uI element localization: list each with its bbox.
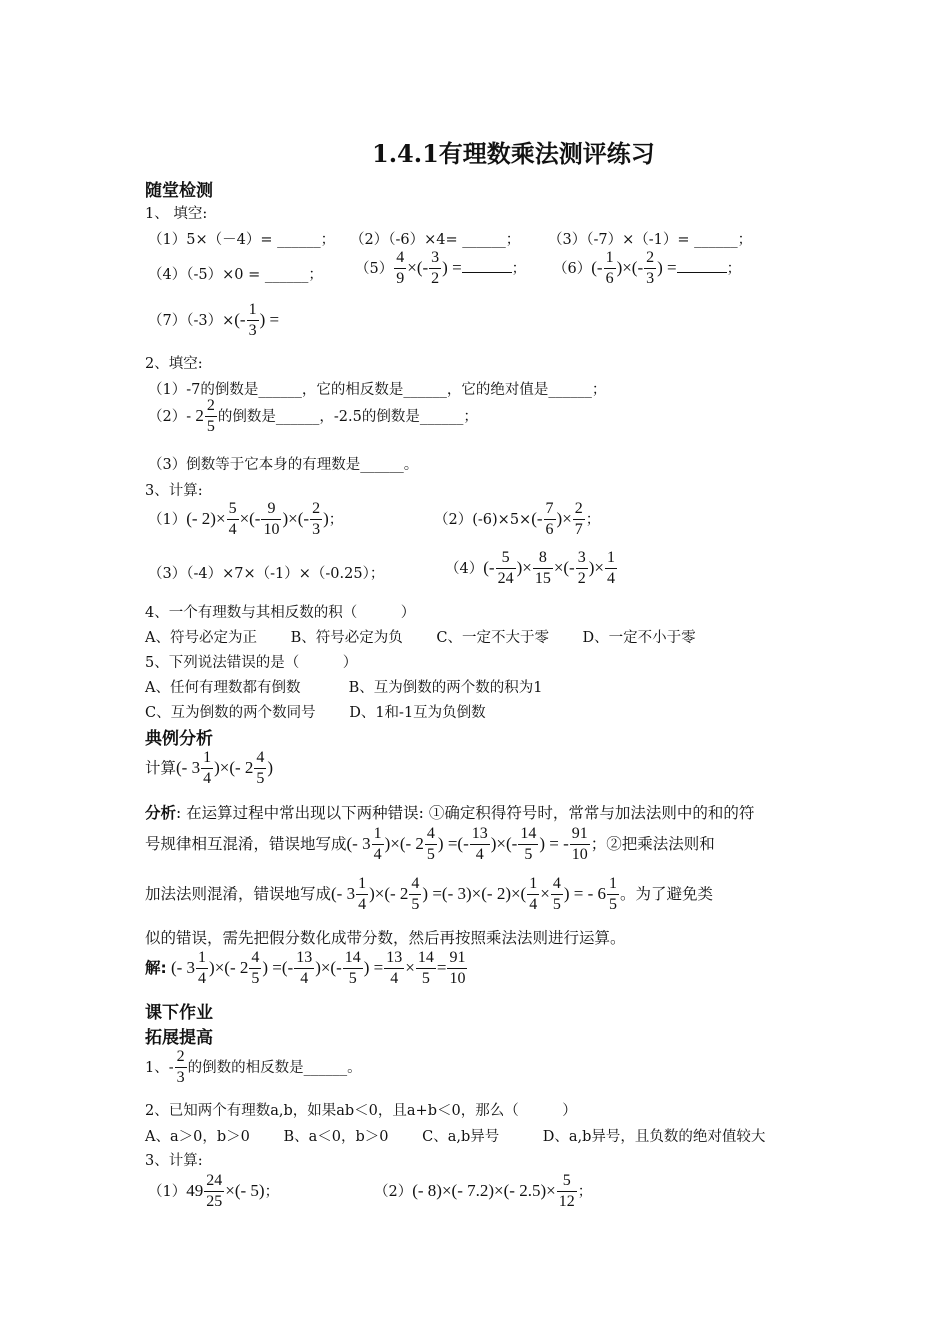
question-2-heading: 2、填空: [145, 356, 203, 372]
section-heading: 课下作业 [145, 1003, 213, 1023]
fraction: $\frac{7}{6}$ [545, 500, 554, 538]
fraction: $\frac{2}{3}$ [312, 500, 321, 538]
fraction: $\frac{5}{12}$ [558, 1172, 575, 1210]
homework-question-3-item-2: （2）(- 8)×(- 7.2)×(- 2.5)× $\frac{5}{12}$ ； [374, 1172, 593, 1210]
fraction: $\frac{13}{4}$ [386, 949, 403, 987]
analysis-line-4: 似的错误，需先把假分数化成带分数，然后再按照乘法法则进行运算。 [145, 929, 626, 947]
question-3-item-1: （1）(- 2)× $\frac{5}{4}$ ×(- $\frac{9}{10}$ )×(- $\frac{2}{3}$ )； [148, 500, 344, 538]
fraction: $\frac{2}{7}$ [574, 500, 583, 538]
question-1-heading: 1、 填空: [145, 206, 208, 222]
answer-blank[interactable] [462, 258, 512, 273]
analysis-line-2: 号规律相互混淆，错误地写成(- 3 $\frac{1}{4}$ )×(- 2 $\frac{4}{5}$ ) =(- $\frac{13}{4}$ )×(- $\frac{14}{5}$ ) = - $\frac{91}{10}$ ；②把乘法法则和 [145, 825, 715, 863]
question-1-item-7: （7）（-3）×(- $\frac{1}{3}$ ) = [148, 301, 280, 339]
fraction: $\frac{4}{5}$ [256, 749, 265, 787]
question-3-item-4: （4）(- $\frac{5}{24}$ )× $\frac{8}{15}$ ×(- $\frac{3}{2}$ )× $\frac{1}{4}$ [445, 549, 615, 587]
fraction: $\frac{1}{4}$ [373, 825, 382, 863]
fraction: $\frac{8}{15}$ [534, 549, 551, 587]
section-heading: 典例分析 [145, 729, 213, 749]
fraction: $\frac{91}{10}$ [449, 949, 466, 987]
fraction: $\frac{3}{2}$ [431, 249, 440, 287]
question-4-options: A、符号必定为正 B、符号必定为负 C、一定不大于零 D、一定不小于零 [145, 630, 696, 646]
homework-question-2-options: A、a＞0，b＞0 B、a＜0，b＞0 C、a,b异号 D、a,b异号，且负数的绝对值较大 [145, 1129, 766, 1145]
question-3-item-2: （2）(-6)×5×(- $\frac{7}{6}$ )× $\frac{2}{7}$ ； [434, 500, 601, 538]
question-3-item-3: （3）（-4）×7×（-1）×（-0.25）； [148, 566, 385, 582]
fraction: $\frac{4}{5}$ [251, 949, 260, 987]
fraction: $\frac{1}{3}$ [248, 301, 257, 339]
fraction: $\frac{1}{4}$ [358, 875, 367, 913]
fraction: $\frac{1}{4}$ [529, 875, 538, 913]
homework-question-1: 1、- $\frac{2}{3}$ 的倒数的相反数是______。 [145, 1048, 362, 1086]
fraction: $\frac{1}{4}$ [606, 549, 615, 587]
fraction: $\frac{9}{10}$ [263, 500, 280, 538]
fraction: $\frac{24}{25}$ [206, 1172, 223, 1210]
question-2-item-3: （3）倒数等于它本身的有理数是______。 [148, 457, 419, 473]
fraction: $\frac{5}{4}$ [228, 500, 237, 538]
fraction: $\frac{2}{5}$ [206, 397, 215, 435]
analysis-line-3: 加法法则混淆，错误地写成(- 3 $\frac{1}{4}$ )×(- 2 $\frac{4}{5}$ ) =(- 3)×(- 2)×( $\frac{1}{4}$ × $\frac{4}{5}$ ) = - 6 $\frac{1}{5}$ 。为了避免类 [145, 875, 714, 913]
fraction: $\frac{4}{5}$ [411, 875, 420, 913]
fraction: $\frac{1}{4}$ [198, 949, 207, 987]
fraction: $\frac{2}{3}$ [176, 1048, 185, 1086]
fraction: $\frac{4}{5}$ [426, 825, 435, 863]
fraction: $\frac{1}{6}$ [605, 249, 614, 287]
question-1-item-4: （4）（-5）×0 = ______； [148, 267, 323, 283]
fraction: $\frac{1}{5}$ [609, 875, 617, 913]
question-2-item-2: （2）- 2 $\frac{2}{5}$ 的倒数是______，-2.5的倒数是______； [148, 397, 478, 435]
question-3-heading: 3、计算: [145, 483, 203, 499]
question-4-heading: 4、一个有理数与其相反数的积（ ） [145, 605, 416, 621]
answer-blank[interactable] [677, 258, 727, 273]
homework-question-3-item-1: （1）49 $\frac{24}{25}$ ×(- 5)； [148, 1172, 280, 1210]
fraction: $\frac{2}{3}$ [646, 249, 655, 287]
question-1-item-1: （1）5×（－4）= ______； [148, 232, 336, 248]
fraction: $\frac{5}{24}$ [497, 549, 514, 587]
fraction: $\frac{14}{5}$ [344, 949, 361, 987]
question-1-item-6: （6）(- $\frac{1}{6}$ )×(- $\frac{2}{3}$ ) = ； [553, 249, 742, 287]
fraction: $\frac{13}{4}$ [471, 825, 488, 863]
example-problem: 计算(- 3 $\frac{1}{4}$ )×(- 2 $\frac{4}{5}$ ) [145, 749, 274, 787]
section-heading: 拓展提高 [145, 1028, 213, 1048]
question-1-item-2: （2）（-6）×4= ______； [350, 232, 521, 248]
fraction: $\frac{14}{5}$ [520, 825, 537, 863]
section-heading: 随堂检测 [145, 181, 213, 201]
fraction: $\frac{3}{2}$ [577, 549, 586, 587]
question-5-options-1: A、任何有理数都有倒数 B、互为倒数的两个数的积为1 [145, 680, 543, 696]
fraction: $\frac{91}{10}$ [571, 825, 588, 863]
solution-line: 解: (- 3 $\frac{1}{4}$ )×(- 2 $\frac{4}{5}$ ) =(- $\frac{13}{4}$ )×(- $\frac{14}{5}$ ) = $\frac{13}{4}$ × $\frac{14}{5}$ = $\frac{91}{10}$ [145, 949, 466, 987]
fraction: $\frac{4}{9}$ [396, 249, 405, 287]
homework-question-2: 2、已知两个有理数a,b，如果ab＜0，且a+b＜0，那么（ ） [145, 1103, 577, 1119]
fraction: $\frac{14}{5}$ [417, 949, 434, 987]
fraction: $\frac{13}{4}$ [296, 949, 313, 987]
page-title: 1.4.1有理数乘法测评练习 [372, 139, 655, 168]
question-5-heading: 5、下列说法错误的是（ ） [145, 655, 358, 671]
fraction: $\frac{1}{4}$ [203, 749, 212, 787]
analysis-line-1: 分析: 在运算过程中常出现以下两种错误: ①确定积得符号时，常常与加法法则中的和的符 [145, 804, 755, 822]
question-2-item-1: （1）-7的倒数是______，它的相反数是______，它的绝对值是______； [148, 382, 607, 398]
homework-question-3-heading: 3、计算: [145, 1153, 203, 1169]
question-5-options-2: C、互为倒数的两个数同号 D、1和-1互为负倒数 [145, 705, 486, 721]
question-1-item-3: （3）（-7）×（-1）= ______； [548, 232, 753, 248]
fraction: $\frac{4}{5}$ [552, 875, 561, 913]
question-1-item-5: （5） $\frac{4}{9}$ ×(- $\frac{3}{2}$ ) = ； [355, 249, 527, 287]
